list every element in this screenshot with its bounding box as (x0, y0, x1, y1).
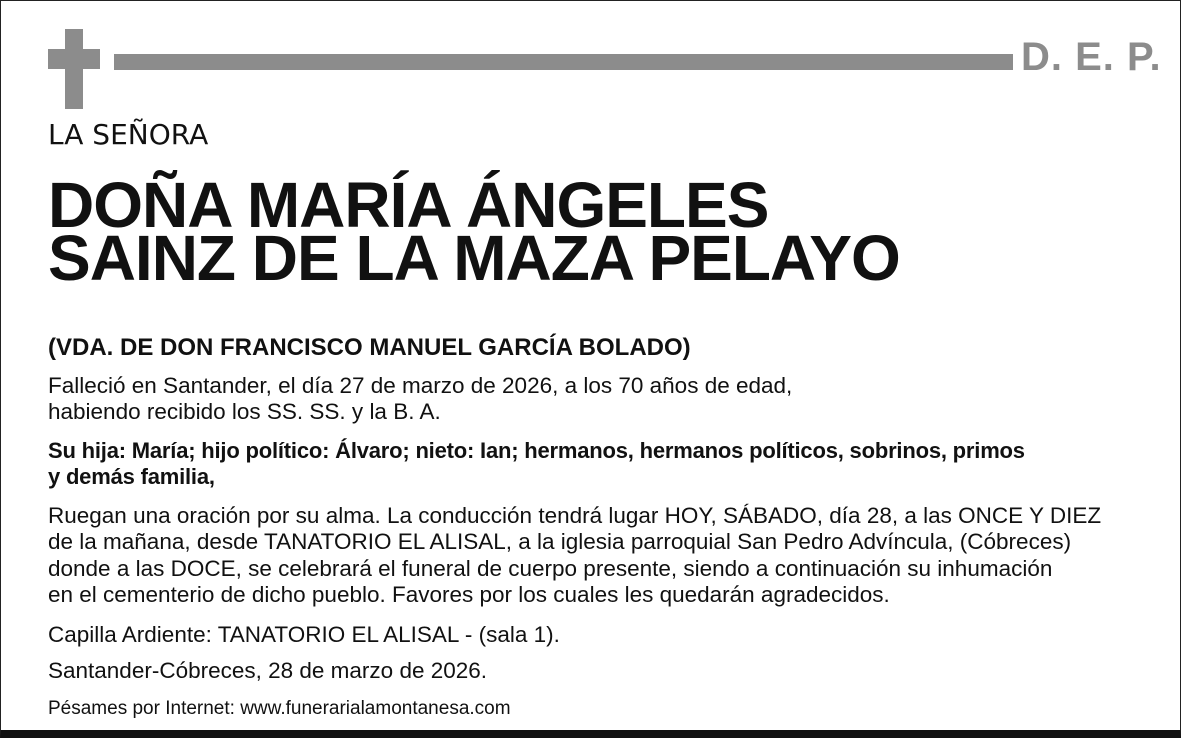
deceased-name-line2: SAINZ DE LA MAZA PELAYO (48, 222, 900, 294)
intro-label: LA SEÑORA (48, 118, 209, 151)
deceased-name-line1: DOÑA MARÍA ÁNGELES (48, 169, 769, 241)
prayer-line2: de la mañana, desde TANATORIO EL ALISAL, a la iglesia parroquial San Pedro Advíncula, (Cóbreces) (48, 529, 1072, 554)
family-line1: Su hija: María; hijo político: Álvaro; nieto: Ian; hermanos, hermanos políticos, sobrinos, primos (48, 438, 1025, 463)
condolences-web: Pésames por Internet: www.funerarialamontanesa.com (48, 698, 511, 719)
prayer-line3: donde a las DOCE, se celebrará el funeral de cuerpo presente, siendo a continuación su inhumación (48, 556, 1053, 581)
place-date: Santander-Cóbreces, 28 de marzo de 2026. (48, 658, 488, 683)
prayer-line1: Ruegan una oración por su alma. La conducción tendrá lugar HOY, SÁBADO, día 28, a las ONCE Y DIEZ (48, 503, 1102, 528)
cross-icon-bar (48, 49, 100, 69)
dep-heading: D. E. P. (1021, 35, 1162, 79)
chapel-info: Capilla Ardiente: TANATORIO EL ALISAL - (sala 1). (48, 622, 560, 647)
widow-of-line: (VDA. DE DON FRANCISCO MANUEL GARCÍA BOLADO) (48, 334, 691, 361)
death-details-line1: Falleció en Santander, el día 27 de marzo de 2026, a los 70 años de edad, (48, 373, 793, 398)
prayer-line4: en el cementerio de dicho pueblo. Favores por los cuales les quedarán agradecidos. (48, 582, 890, 607)
header-rule (114, 54, 1013, 70)
family-line2: y demás familia, (48, 464, 215, 489)
death-details-line2: habiendo recibido los SS. SS. y la B. A. (48, 399, 441, 424)
cross-icon (65, 29, 83, 109)
